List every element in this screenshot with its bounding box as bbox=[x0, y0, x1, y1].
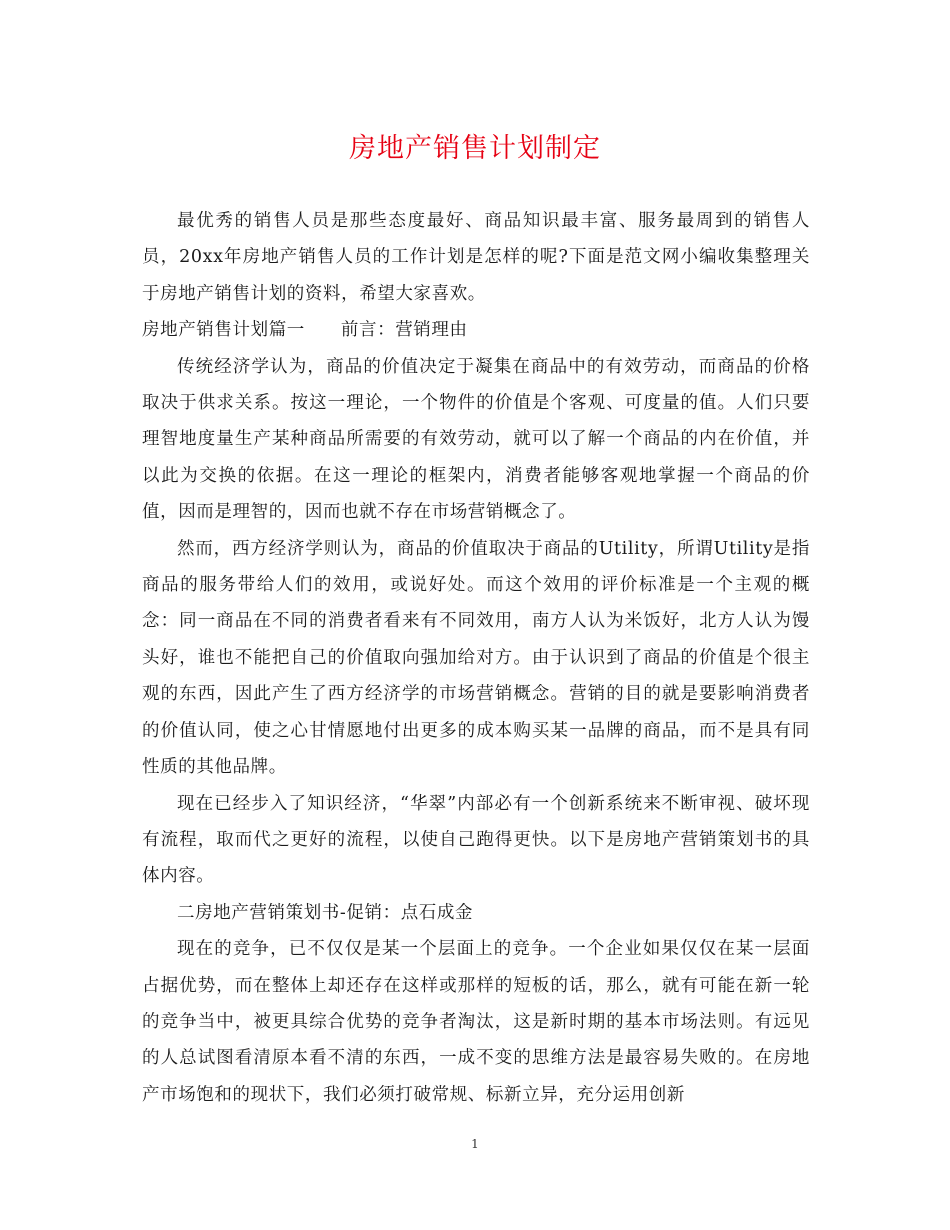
paragraph-3: 现在已经步入了知识经济，“华翠”内部必有一个创新系统来不断审视、破坏现有流程，取而代之更好的流程，以使自己跑得更快。以下是房地产营销策划书的具体内容。 bbox=[142, 793, 810, 887]
document-body bbox=[142, 203, 810, 1113]
section2-heading: 二房地产营销策划书-促销：点石成金 bbox=[177, 902, 474, 923]
paragraph-4: 现在的竞争，已不仅仅是某一个层面上的竞争。一个企业如果仅仅在某一层面占据优势，而在整体上却还存在这样或那样的短板的话，那么，就有可能在新一轮的竞争当中，被更具综合优势的竞争者淘汰，这是新时期的基本市场法则。有远见的人总试图看清原本看不清的东西，一成不变的思维方法是最容易失败的。在房地产市场饱和的现状下，我们必须打破常规、标新立异，充分运用创新 bbox=[142, 939, 810, 1105]
section1-subtitle: 前言：营销理由 bbox=[340, 320, 468, 341]
paragraph-1: 传统经济学认为，商品的价值决定于凝集在商品中的有效劳动，而商品的价格取决于供求关系。按这一理论，一个物件的价值是个客观、可度量的值。人们只要理智地度量生产某种商品所需要的有效劳动，就可以了解一个商品的内在价值，并以此为交换的依据。在这一理论的框架内，消费者能够客观地掌握一个商品的价值，因而是理智的，因而也就不存在市场营销概念了。 bbox=[142, 356, 810, 523]
paragraph-2: 然而，西方经济学则认为，商品的价值取决于商品的Utility，所谓Utility是指商品的服务带给人们的效用，或说好处。而这个效用的评价标准是一个主观的概念：同一商品在不同的消费者看来有不同效用，南方人认为米饭好，北方人认为馒头好，谁也不能把自己的价值取向强加给对方。由于认识到了商品的价值是个很主观的东西，因此产生了西方经济学的市场营销概念。营销的目的就是要影响消费者的价值认同，使之心甘情愿地付出更多的成本购买某一品牌的商品，而不是具有同性质的其他品牌。 bbox=[142, 538, 810, 778]
section1-title: 房地产销售计划篇一 bbox=[142, 320, 305, 341]
document-title: 房地产销售计划制定 bbox=[349, 133, 601, 164]
page-number: 1 bbox=[471, 1137, 479, 1151]
section1-heading bbox=[142, 312, 810, 348]
intro-paragraph: 最优秀的销售人员是那些态度最好、商品知识最丰富、服务最周到的销售人员，20xx年房地产销售人员的工作计划是怎样的呢?下面是范文网小编收集整理关于房地产销售计划的资料，希望大家喜欢。 bbox=[142, 211, 810, 304]
